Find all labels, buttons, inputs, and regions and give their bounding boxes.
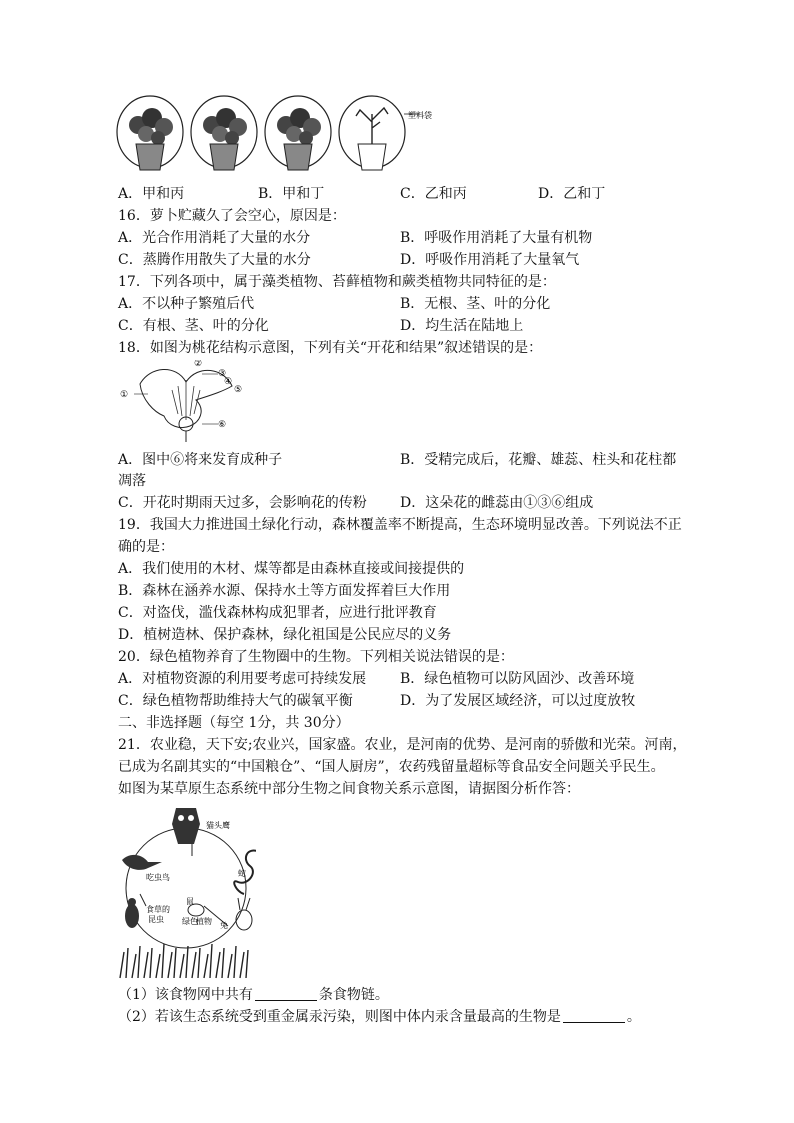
insect-label-line1: 食草的 bbox=[146, 905, 170, 914]
flower-label-5: ⑤ bbox=[234, 385, 243, 395]
q18-option-a[interactable]: A．图中⑥将来发育成种子 bbox=[118, 452, 283, 468]
q17-option-a[interactable]: A．不以种子繁殖后代 bbox=[118, 296, 255, 312]
q15-option-b[interactable]: B．甲和丁 bbox=[258, 186, 325, 202]
q16-option-c[interactable]: C．蒸腾作用散失了大量的水分 bbox=[118, 252, 311, 268]
q16-option-d[interactable]: D．呼吸作用消耗了大量氧气 bbox=[400, 252, 580, 268]
q19-option-c[interactable]: C．对盗伐，滥伐森林构成犯罪者，应进行批评教育 bbox=[118, 605, 437, 621]
q19-stem-line1: 19．我国大力推进国土绿化行动，森林覆盖率不断提高，生态环境明显改善。下列说法不正 bbox=[118, 517, 682, 533]
mouse-label: 鼠 bbox=[186, 897, 194, 906]
q17-option-b[interactable]: B．无根、茎、叶的分化 bbox=[400, 296, 551, 312]
plant-label-line2: 植物 bbox=[196, 917, 212, 926]
bird-icon bbox=[122, 855, 162, 870]
q16-option-b[interactable]: B．呼吸作用消耗了大量有机物 bbox=[400, 230, 593, 246]
plant-label-line1: 绿色 bbox=[182, 917, 198, 926]
q15-option-a[interactable]: A．甲和丙 bbox=[118, 186, 185, 202]
q15-pot-figure bbox=[112, 92, 452, 180]
insect-label-line2: 昆虫 bbox=[148, 915, 164, 924]
bird-label: 吃虫鸟 bbox=[146, 873, 170, 882]
q16-stem: 16．萝卜贮藏久了会空心，原因是： bbox=[118, 208, 346, 224]
rabbit-label: 兔 bbox=[220, 921, 228, 930]
q21-sub2 bbox=[118, 1007, 641, 1027]
q19-option-a[interactable]: A．我们使用的木材、煤等都是由森林直接或间接提供的 bbox=[118, 561, 465, 577]
q17-option-d[interactable]: D．均生活在陆地上 bbox=[400, 318, 524, 334]
q20-option-a[interactable]: A．对植物资源的利用要考虑可持续发展 bbox=[118, 671, 367, 687]
q21-stem-line1: 21．农业稳，天下安;农业兴，国家盛。农业，是河南的优势、是河南的骄傲和光荣。河南， bbox=[118, 737, 687, 753]
q21-stem-line2: 已成为名副其实的“中国粮仓”、“国人厨房”，农药残留量超标等食品安全问题关乎民生。 bbox=[118, 759, 665, 775]
q19-option-d[interactable]: D．植树造林、保护森林，绿化祖国是公民应尽的义务 bbox=[118, 627, 452, 643]
q18-stem: 18．如图为桃花结构示意图，下列有关“开花和结果”叙述错误的是： bbox=[118, 340, 543, 356]
q20-option-d[interactable]: D．为了发展区域经济，可以过度放牧 bbox=[400, 693, 636, 709]
flower-label-3: ③ bbox=[218, 369, 227, 379]
snake-label: 蛇 bbox=[238, 869, 246, 878]
pot-bing bbox=[265, 96, 331, 170]
pot-ding bbox=[339, 96, 420, 170]
q16-option-a[interactable]: A．光合作用消耗了大量的水分 bbox=[118, 230, 311, 246]
q18-option-b[interactable]: B．受精完成后，花瓣、雄蕊、柱头和花柱都 bbox=[400, 452, 677, 468]
grass-icon bbox=[120, 944, 248, 978]
owl-icon bbox=[172, 808, 200, 844]
q20-stem: 20．绿色植物养育了生物圈中的生物。下列相关说法错误的是： bbox=[118, 649, 514, 665]
flower-label-2: ② bbox=[194, 360, 203, 369]
insect-icon bbox=[125, 898, 139, 928]
q21-sub2-suffix: 。 bbox=[626, 1009, 641, 1025]
flower-label-6: ⑥ bbox=[218, 420, 227, 430]
q21-sub1-prefix: （1）该食物网中共有 bbox=[118, 987, 253, 1003]
q21-stem-line3: 如图为某草原生态系统中部分生物之间食物关系示意图，请据图分析作答： bbox=[118, 781, 580, 797]
flower-label-4: ④ bbox=[224, 377, 233, 387]
q17-option-c[interactable]: C．有根、茎、叶的分化 bbox=[118, 318, 269, 334]
q18-option-d[interactable]: D．这朵花的雌蕊由①③⑥组成 bbox=[400, 495, 594, 511]
q18-option-c[interactable]: C．开花时期雨天过多，会影响花的传粉 bbox=[118, 495, 367, 511]
q21-sub2-prefix: （2）若该生态系统受到重金属汞污染，则图中体内汞含量最高的生物是 bbox=[118, 1009, 561, 1025]
flower-label-1: ① bbox=[120, 390, 129, 400]
q18-flower-diagram bbox=[120, 360, 250, 442]
q21-food-web-diagram bbox=[116, 802, 256, 980]
q20-option-c[interactable]: C．绿色植物帮助维持大气的碳氧平衡 bbox=[118, 693, 353, 709]
q19-stem-line2: 确的是： bbox=[118, 539, 174, 555]
pot-yi bbox=[191, 96, 257, 170]
pot-jia bbox=[117, 96, 183, 170]
q15-option-c[interactable]: C．乙和丙 bbox=[400, 186, 467, 202]
q21-sub1-suffix: 条食物链。 bbox=[318, 987, 389, 1003]
q17-stem: 17．下列各项中，属于藻类植物、苔藓植物和蕨类植物共同特征的是： bbox=[118, 274, 556, 290]
section-2-heading: 二、非选择题（每空 1分，共 30分） bbox=[118, 715, 350, 731]
q21-sub1 bbox=[118, 985, 389, 1005]
q18-option-b-continued: 凋落 bbox=[118, 473, 146, 489]
q21-sub1-blank[interactable] bbox=[255, 986, 317, 1001]
q20-option-b[interactable]: B．绿色植物可以防风固沙、改善环境 bbox=[400, 671, 635, 687]
pot-label-plastic-bag: 塑料袋 bbox=[408, 111, 432, 120]
q21-sub2-blank[interactable] bbox=[563, 1008, 625, 1023]
owl-label: 猫头鹰 bbox=[206, 821, 230, 830]
q19-option-b[interactable]: B．森林在涵养水源、保持水土等方面发挥着巨大作用 bbox=[118, 583, 451, 599]
q15-option-d[interactable]: D．乙和丁 bbox=[538, 186, 606, 202]
